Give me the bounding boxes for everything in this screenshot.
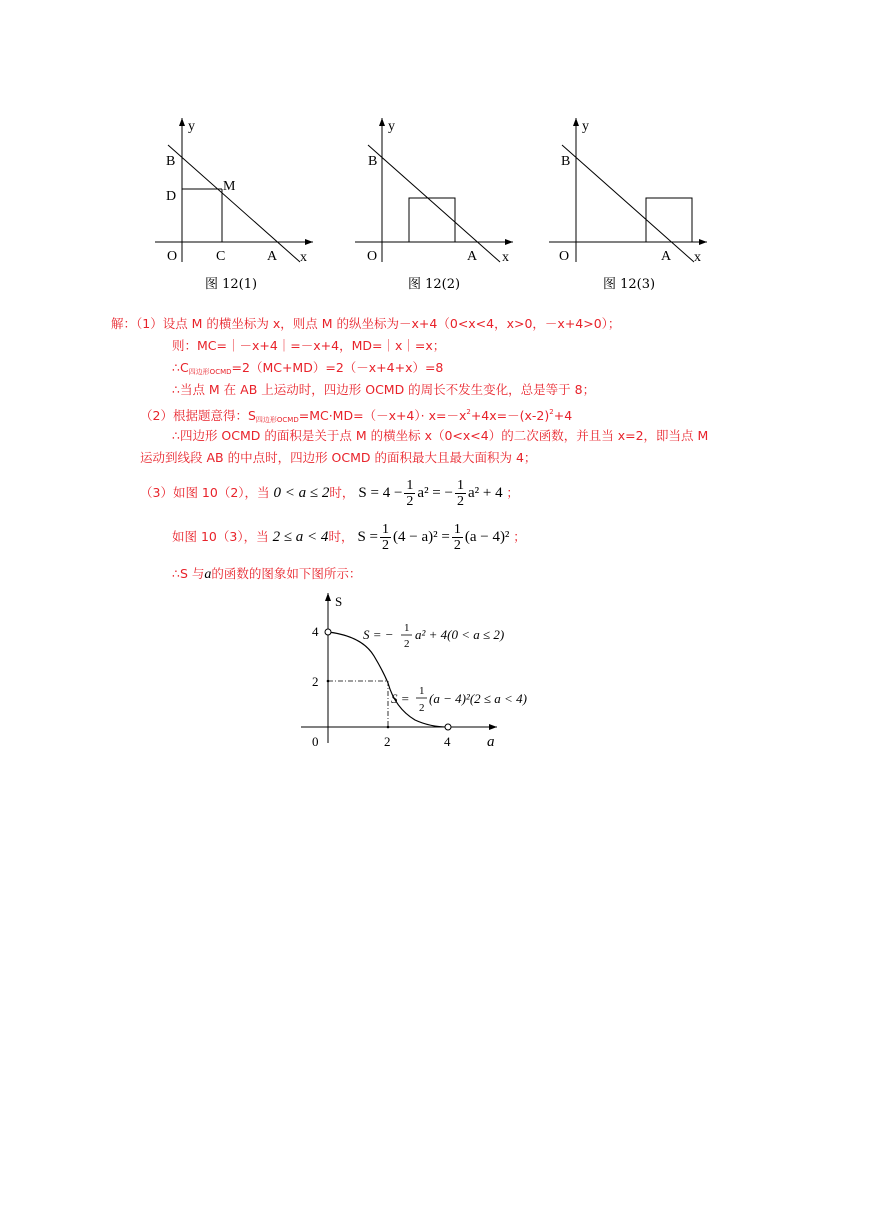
label-x: x (502, 250, 509, 265)
denominator: 2 (406, 494, 414, 509)
formula-part: a² + 4 (467, 484, 503, 501)
fraction-half (455, 478, 466, 509)
solution-part3-line2 (172, 522, 526, 553)
figure-12-3 (544, 112, 719, 267)
area-subscript: 四边形OCMD (255, 416, 299, 424)
label-a: A (661, 249, 672, 264)
label-d: D (166, 189, 177, 204)
formula-part: a² = − (417, 484, 453, 501)
line-ab (562, 145, 694, 262)
line-ab (368, 145, 500, 262)
curve1-label-den: 2 (404, 638, 410, 650)
y-axis-arrow-icon (573, 118, 579, 126)
solution-part2-line3: 运动到线段 AB 的中点时，四边形 OCMD 的面积最大且最大面积为 4； (140, 450, 537, 465)
perimeter-symbol: ∴C (172, 360, 189, 375)
part3-conclusion-var: a (204, 567, 212, 582)
denominator: 2 (382, 538, 389, 553)
label-c: C (216, 249, 226, 264)
label-origin: O (367, 249, 378, 264)
dot-x2 (387, 726, 390, 729)
figure-12-2 (350, 112, 525, 267)
part3-case2-when: 时， (328, 528, 354, 544)
graph-tick-y2: 2 (312, 674, 319, 689)
curve1-label-start: S = − (363, 627, 394, 642)
graph-tick-x2: 2 (384, 734, 391, 749)
part3-case1-prefix: （3）如图 10（2），当 (140, 484, 270, 500)
part3-case2-formula (357, 522, 513, 553)
label-origin: O (559, 249, 570, 264)
curve2-label-start: S = (391, 691, 410, 706)
solution-part2-line1 (140, 404, 572, 428)
solution-part3-line3 (172, 566, 361, 583)
graph-label-a: a (487, 734, 495, 750)
line-ab (168, 145, 300, 262)
solution-part2-line2: ∴四边形 OCMD 的面积是关于点 M 的横坐标 x（0<x<4）的二次函数，并且当 x=2，即当点 M (172, 428, 709, 443)
figure-12-1 (150, 112, 325, 267)
x-axis-arrow-icon (305, 239, 313, 245)
numerator: 1 (406, 478, 414, 493)
area-expression-a: =MC·MD=（－x+4）· x=－x (298, 408, 467, 423)
fraction-half (452, 522, 463, 553)
formula-part: (a − 4)² (464, 528, 510, 545)
caption-figure-12-2: 图 12(2) (408, 277, 461, 292)
graph-tick-x4: 4 (444, 734, 451, 749)
solution-part1-line1: 解：（1）设点 M 的横坐标为 x，则点 M 的纵坐标为－x+4（0<x<4，x>0，－x+4>0）； (111, 316, 621, 331)
part3-case2-condition: 2 ≤ a < 4 (272, 528, 329, 545)
perimeter-expression: =2（MC+MD）=2（－x+4+x）=8 (231, 360, 444, 375)
part3-case1-end: ； (506, 484, 519, 500)
moving-square (646, 198, 692, 242)
part3-case1-formula (358, 478, 506, 509)
label-m: M (223, 179, 236, 194)
label-y: y (188, 119, 195, 134)
x-axis-arrow-icon (505, 239, 513, 245)
solution-part1-line4: ∴当点 M 在 AB 上运动时，四边形 OCMD 的周长不发生变化，总是等于 8； (172, 382, 596, 397)
label-b: B (368, 154, 378, 169)
label-b: B (561, 154, 571, 169)
solution-part3-line1 (140, 478, 519, 509)
curve1-label-num: 1 (404, 622, 410, 634)
numerator: 1 (456, 478, 464, 493)
label-b: B (166, 154, 176, 169)
dot-y2 (327, 680, 330, 683)
graph-y-arrow-icon (325, 593, 331, 601)
curve2-label-num: 1 (419, 685, 425, 697)
y-axis-arrow-icon (179, 118, 185, 126)
part3-case2-prefix: 如图 10（3），当 (172, 528, 269, 544)
fraction-half (380, 522, 391, 553)
caption-figure-12-1: 图 12(1) (205, 277, 258, 292)
formula-part: S = (357, 528, 378, 545)
part3-conclusion-b: 的函数的图象如下图所示： (211, 566, 362, 581)
solution-part1-line3 (172, 360, 443, 380)
formula-part: (4 − a)² = (393, 528, 450, 545)
y-axis-arrow-icon (379, 118, 385, 126)
label-a: A (267, 249, 278, 264)
part3-case2-end: ； (513, 528, 526, 544)
graph-label-s: S (335, 594, 343, 609)
curve2-label-den: 2 (419, 702, 425, 714)
open-point-0-4 (325, 629, 331, 635)
curve1-label-end: a² + 4(0 < a ≤ 2) (415, 627, 505, 642)
fraction-half (404, 478, 415, 509)
part3-conclusion-a: ∴S 与 (172, 566, 205, 581)
label-origin: O (167, 249, 178, 264)
perimeter-subscript: 四边形OCMD (188, 368, 232, 376)
numerator: 1 (382, 522, 389, 537)
formula-part: S = 4 − (358, 484, 403, 501)
area-symbol: （2）根据题意得：S (140, 408, 256, 423)
area-expression-b: +4x=－(x-2) (470, 408, 550, 423)
caption-figure-12-3: 图 12(3) (603, 277, 656, 292)
function-graph (295, 588, 575, 758)
curve2-label-end: (a − 4)²(2 ≤ a < 4) (429, 691, 527, 706)
area-exponent-1: 2 (466, 408, 471, 416)
denominator: 2 (453, 538, 461, 553)
graph-origin: 0 (312, 734, 319, 749)
label-a: A (467, 249, 478, 264)
denominator: 2 (456, 494, 464, 509)
area-exponent-2: 2 (549, 408, 554, 416)
x-axis-arrow-icon (699, 239, 707, 245)
label-x: x (300, 250, 307, 265)
part3-case1-condition: 0 < a ≤ 2 (273, 484, 330, 501)
part3-case1-when: 时， (329, 484, 355, 500)
moving-square (409, 198, 455, 242)
open-point-4-0 (445, 724, 451, 730)
label-y: y (582, 119, 589, 134)
graph-x-arrow-icon (489, 724, 497, 730)
numerator: 1 (453, 522, 461, 537)
label-x: x (694, 250, 701, 265)
solution-part1-line2: 则：MC=｜－x+4｜=－x+4，MD=｜x｜=x； (172, 338, 446, 353)
label-y: y (388, 119, 395, 134)
area-expression-c: +4 (553, 408, 573, 423)
graph-tick-y4: 4 (312, 624, 319, 639)
